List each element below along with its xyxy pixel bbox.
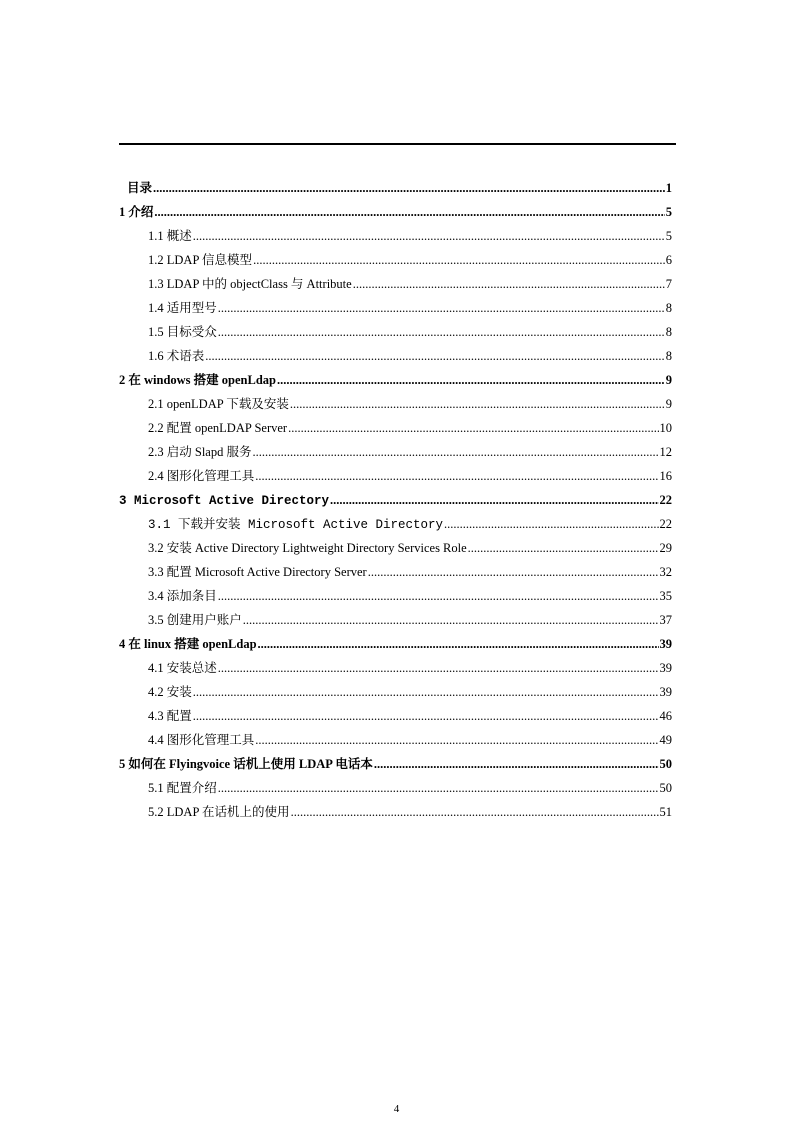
toc-leader-dots bbox=[290, 397, 665, 412]
toc-entry-label: 4.3 配置 bbox=[148, 709, 192, 723]
toc-leader-dots bbox=[218, 781, 659, 796]
toc-entry-label: 5.1 配置介绍 bbox=[148, 781, 217, 795]
toc-entry-page: 6 bbox=[665, 253, 672, 267]
toc-entry-page: 1 bbox=[665, 181, 672, 195]
toc-entry-label: 3 Microsoft Active Directory bbox=[119, 494, 330, 508]
toc-entry-label: 2.3 启动 Slapd 服务 bbox=[148, 445, 252, 459]
toc-entry[interactable] bbox=[119, 244, 672, 268]
toc-entry-page: 51 bbox=[659, 805, 672, 819]
toc-leader-dots bbox=[252, 445, 658, 460]
toc-entry-label: 2 在 windows 搭建 openLdap bbox=[119, 373, 276, 387]
toc-entry-label: 5.2 LDAP 在话机上的使用 bbox=[148, 805, 290, 819]
toc-entry-label: 3.5 创建用户账户 bbox=[148, 613, 242, 627]
toc-entry-page: 9 bbox=[665, 373, 672, 387]
toc-entry[interactable] bbox=[119, 484, 672, 508]
toc-entry[interactable] bbox=[119, 388, 672, 412]
toc-entry[interactable] bbox=[119, 580, 672, 604]
toc-entry-page: 16 bbox=[659, 469, 672, 483]
toc-entry[interactable] bbox=[119, 340, 672, 364]
table-of-contents bbox=[119, 172, 672, 820]
toc-leader-dots bbox=[368, 565, 659, 580]
toc-leader-dots bbox=[153, 181, 665, 196]
toc-entry[interactable] bbox=[119, 436, 672, 460]
toc-leader-dots bbox=[205, 349, 664, 364]
toc-entry-page: 49 bbox=[659, 733, 672, 747]
toc-entry-label: 4.1 安装总述 bbox=[148, 661, 217, 675]
toc-entry[interactable] bbox=[119, 364, 672, 388]
toc-entry-page: 9 bbox=[665, 397, 672, 411]
toc-leader-dots bbox=[193, 229, 665, 244]
header-rule bbox=[119, 143, 676, 145]
toc-entry-label: 2.2 配置 openLDAP Server bbox=[148, 421, 288, 435]
toc-leader-dots bbox=[330, 493, 658, 508]
toc-entry[interactable] bbox=[119, 460, 672, 484]
toc-entry-label: 4 在 linux 搭建 openLdap bbox=[119, 637, 257, 651]
toc-entry[interactable] bbox=[119, 796, 672, 820]
toc-entry-label: 1.6 术语表 bbox=[148, 349, 205, 363]
toc-entry-page: 46 bbox=[659, 709, 672, 723]
toc-entry-page: 22 bbox=[659, 493, 672, 507]
toc-entry-page: 5 bbox=[665, 205, 672, 219]
toc-leader-dots bbox=[218, 325, 665, 340]
toc-entry-page: 37 bbox=[659, 613, 672, 627]
toc-entry-label: 3.2 安装 Active Directory Lightweight Directory Services Role bbox=[148, 541, 467, 555]
toc-entry-page: 39 bbox=[659, 661, 672, 675]
toc-entry-page: 39 bbox=[659, 685, 672, 699]
toc-leader-dots bbox=[218, 301, 665, 316]
toc-entry-label: 1.4 适用型号 bbox=[148, 301, 217, 315]
toc-entry[interactable] bbox=[119, 316, 672, 340]
toc-entry[interactable] bbox=[119, 220, 672, 244]
toc-leader-dots bbox=[218, 589, 659, 604]
toc-leader-dots bbox=[444, 517, 658, 532]
toc-entry[interactable] bbox=[119, 196, 672, 220]
toc-leader-dots bbox=[277, 373, 665, 388]
toc-leader-dots bbox=[218, 661, 659, 676]
toc-entry[interactable] bbox=[119, 700, 672, 724]
toc-entry[interactable] bbox=[119, 748, 672, 772]
toc-leader-dots bbox=[193, 685, 659, 700]
toc-entry-label: 2.4 图形化管理工具 bbox=[148, 469, 255, 483]
toc-leader-dots bbox=[353, 277, 665, 292]
toc-entry[interactable] bbox=[119, 532, 672, 556]
toc-entry[interactable] bbox=[119, 652, 672, 676]
toc-entry[interactable] bbox=[119, 172, 672, 196]
toc-entry[interactable] bbox=[119, 412, 672, 436]
toc-entry-page: 10 bbox=[659, 421, 672, 435]
toc-leader-dots bbox=[154, 205, 664, 220]
toc-entry[interactable] bbox=[119, 292, 672, 316]
toc-entry[interactable] bbox=[119, 628, 672, 652]
toc-entry-page: 8 bbox=[665, 325, 672, 339]
toc-entry-page: 50 bbox=[659, 757, 672, 771]
toc-entry-label: 目录 bbox=[127, 181, 153, 195]
toc-leader-dots bbox=[288, 421, 658, 436]
toc-entry[interactable] bbox=[119, 508, 672, 532]
toc-entry[interactable] bbox=[119, 676, 672, 700]
toc-entry-page: 50 bbox=[659, 781, 672, 795]
toc-leader-dots bbox=[468, 541, 659, 556]
toc-leader-dots bbox=[243, 613, 659, 628]
toc-entry-page: 39 bbox=[659, 637, 672, 651]
toc-entry-page: 5 bbox=[665, 229, 672, 243]
toc-entry-page: 32 bbox=[659, 565, 672, 579]
toc-entry-page: 7 bbox=[665, 277, 672, 291]
toc-entry-label: 4.2 安装 bbox=[148, 685, 192, 699]
toc-entry-label: 3.3 配置 Microsoft Active Directory Server bbox=[148, 565, 367, 579]
toc-entry-label: 1.1 概述 bbox=[148, 229, 192, 243]
toc-leader-dots bbox=[253, 253, 665, 268]
toc-entry-label: 3.1 下载并安装 Microsoft Active Directory bbox=[148, 518, 444, 532]
toc-entry[interactable] bbox=[119, 772, 672, 796]
toc-entry-page: 8 bbox=[665, 301, 672, 315]
toc-entry-page: 35 bbox=[659, 589, 672, 603]
toc-entry-label: 1.3 LDAP 中的 objectClass 与 Attribute bbox=[148, 277, 352, 291]
toc-leader-dots bbox=[255, 469, 658, 484]
toc-leader-dots bbox=[258, 637, 659, 652]
toc-entry-page: 29 bbox=[659, 541, 672, 555]
toc-entry-page: 8 bbox=[665, 349, 672, 363]
toc-leader-dots bbox=[255, 733, 658, 748]
toc-entry-label: 1.5 目标受众 bbox=[148, 325, 217, 339]
toc-entry-label: 1 介绍 bbox=[119, 205, 154, 219]
toc-entry-label: 1.2 LDAP 信息模型 bbox=[148, 253, 253, 267]
toc-entry-label: 3.4 添加条目 bbox=[148, 589, 217, 603]
toc-leader-dots bbox=[291, 805, 659, 820]
toc-leader-dots bbox=[193, 709, 659, 724]
toc-entry[interactable] bbox=[119, 604, 672, 628]
toc-entry-label: 2.1 openLDAP 下载及安装 bbox=[148, 397, 289, 411]
toc-entry[interactable] bbox=[119, 268, 672, 292]
toc-entry-label: 5 如何在 Flyingvoice 话机上使用 LDAP 电话本 bbox=[119, 757, 373, 771]
page-number: 4 bbox=[393, 1103, 400, 1115]
toc-leader-dots bbox=[374, 757, 659, 772]
toc-entry-page: 22 bbox=[659, 517, 672, 531]
toc-entry[interactable] bbox=[119, 556, 672, 580]
toc-entry[interactable] bbox=[119, 724, 672, 748]
toc-entry-label: 4.4 图形化管理工具 bbox=[148, 733, 255, 747]
toc-entry-page: 12 bbox=[659, 445, 672, 459]
